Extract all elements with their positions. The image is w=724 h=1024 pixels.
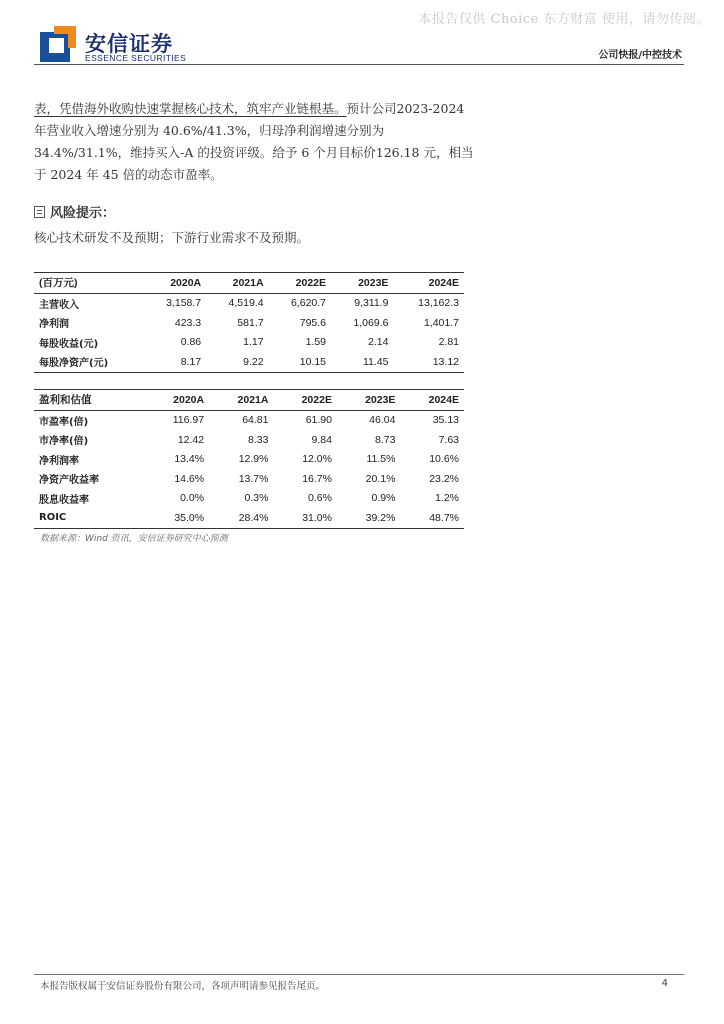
table-cell: 8.73 xyxy=(375,433,396,446)
table-cell: 11.5% xyxy=(366,453,396,466)
table-cell: 0.3% xyxy=(244,492,269,505)
table-cell: 1,069.6 xyxy=(353,316,389,329)
table-cell: 35.0% xyxy=(174,511,205,524)
row-label: 主营收入 xyxy=(39,299,79,311)
table-cell: 7.63 xyxy=(438,433,459,446)
page-number: 4 xyxy=(661,978,668,989)
header-divider xyxy=(34,64,684,65)
table-cell: 10.6% xyxy=(429,453,459,466)
table-header-row xyxy=(34,273,464,294)
table-cell: 11.45 xyxy=(362,355,389,368)
risk-title: 风险提示： xyxy=(50,206,116,221)
table-cell: 16.7% xyxy=(302,472,332,485)
financial-summary-table xyxy=(34,272,464,373)
footer-disclaimer: 本报告版权属于安信证券股份有限公司，各项声明请参见报告尾页。 xyxy=(40,981,326,992)
row-label: 净利润率 xyxy=(39,455,79,467)
table-header-cell: 2023E xyxy=(358,276,389,289)
table-cell: 20.1% xyxy=(365,472,396,485)
risk-heading xyxy=(34,202,115,221)
table-row xyxy=(34,469,464,489)
table-cell: 14.6% xyxy=(174,472,205,485)
table-cell: 0.6% xyxy=(308,492,332,505)
table-header-row xyxy=(34,390,464,411)
table-cell: 581.7 xyxy=(237,316,264,329)
table-cell: 1.59 xyxy=(305,336,327,349)
row-label: 每股净资产(元) xyxy=(39,358,109,370)
table-header-cell: 盈利和估值 xyxy=(39,394,92,407)
table-cell: 9,311.9 xyxy=(354,297,389,310)
table-header-cell: 2020A xyxy=(173,393,205,406)
row-label: ROIC xyxy=(39,512,67,524)
table-cell: 1.2% xyxy=(435,492,459,505)
table-row xyxy=(34,352,464,372)
footer-divider xyxy=(34,974,684,975)
underlined-sentence: 表，凭借海外收购快速掌握核心技术，筑牢产业链根基。 xyxy=(34,101,347,116)
paragraph-rest: 预计公司2023-2024 年营业收入增速分别为 40.6%/41.3%，归母净利润增速分别为 34.4%/31.1%，维持买入-A 的投资评级。给予 6 个月目标价126.18 元，相当于 2024 年 45 倍的动态市盈率。 xyxy=(34,101,474,182)
row-label: 股息收益率 xyxy=(39,494,89,506)
table-cell: 795.6 xyxy=(299,316,327,329)
table-row xyxy=(34,508,464,528)
table-cell: 61.90 xyxy=(305,414,332,427)
table-cell: 6,620.7 xyxy=(290,297,327,310)
logo-name-cn: 安信证券 xyxy=(85,32,173,56)
table-header-cell: 2022E xyxy=(295,276,327,289)
data-source-note: 数据来源：Wind 资讯，安信证券研究中心预测 xyxy=(40,534,228,544)
table-cell: 23.2% xyxy=(429,472,459,485)
table-cell: 12.9% xyxy=(238,453,269,466)
table-row xyxy=(34,313,464,333)
table-cell: 1.17 xyxy=(243,336,264,349)
table-cell: 3,158.7 xyxy=(166,297,202,310)
table-header-cell: 2022E xyxy=(301,393,332,406)
table-cell: 4,519.4 xyxy=(228,297,264,310)
table-header-cell: 2020A xyxy=(170,276,202,289)
row-label: 每股收益(元) xyxy=(39,338,99,350)
table-row xyxy=(34,410,464,430)
table-cell: 423.3 xyxy=(174,316,202,329)
row-label: 市盈率(倍) xyxy=(39,416,89,428)
table-cell: 48.7% xyxy=(429,511,459,524)
table-cell: 0.0% xyxy=(180,492,205,505)
table-row xyxy=(34,489,464,509)
table-header-cell: 2024E xyxy=(428,276,459,289)
logo-name-en: ESSENCE SECURITIES xyxy=(85,53,187,63)
risk-text: 核心技术研发不及预期；下游行业需求不及预期。 xyxy=(34,230,310,245)
table-cell: 1,401.7 xyxy=(423,316,459,329)
table-cell: 28.4% xyxy=(238,511,269,524)
logo-mark-icon xyxy=(40,26,76,62)
table-cell: 8.17 xyxy=(180,355,202,368)
table-cell: 116.97 xyxy=(172,414,205,427)
table-cell: 8.33 xyxy=(248,433,269,446)
report-type: 公司快报/中控技术 xyxy=(598,50,682,61)
table-cell: 9.22 xyxy=(243,355,264,368)
table-header-cell: (百万元) xyxy=(39,277,78,290)
table-cell: 9.84 xyxy=(311,433,332,446)
table-cell: 35.13 xyxy=(432,414,459,427)
table-header-cell: 2021A xyxy=(232,276,264,289)
table-header-cell: 2024E xyxy=(428,393,459,406)
watermark-text: 本报告仅供 Choice 东方财富 使用，请勿传阅。 xyxy=(418,12,710,27)
table-row xyxy=(34,293,464,313)
table-cell: 2.14 xyxy=(368,336,389,349)
table-cell: 13.4% xyxy=(174,453,205,466)
table-cell: 10.15 xyxy=(299,355,327,368)
table-cell: 2.81 xyxy=(438,336,459,349)
table-cell: 31.0% xyxy=(302,511,332,524)
row-label: 净资产收益率 xyxy=(39,475,99,487)
valuation-table xyxy=(34,389,464,529)
row-label: 市净率(倍) xyxy=(39,436,89,448)
table-row xyxy=(34,430,464,450)
table-cell: 0.9% xyxy=(371,492,396,505)
document-icon xyxy=(34,206,45,218)
table-cell: 39.2% xyxy=(365,511,396,524)
table-header-cell: 2021A xyxy=(237,393,269,406)
table-row xyxy=(34,333,464,353)
table-cell: 13,162.3 xyxy=(418,297,459,310)
summary-paragraph xyxy=(34,98,474,186)
table-row xyxy=(34,450,464,470)
table-cell: 0.86 xyxy=(180,336,202,349)
table-cell: 12.0% xyxy=(302,453,332,466)
table-cell: 13.7% xyxy=(238,472,269,485)
row-label: 净利润 xyxy=(39,319,69,331)
table-cell: 13.12 xyxy=(432,355,459,368)
table-cell: 12.42 xyxy=(177,433,205,446)
company-logo xyxy=(40,26,240,68)
table-header-cell: 2023E xyxy=(365,393,396,406)
table-cell: 64.81 xyxy=(242,414,269,427)
table-cell: 46.04 xyxy=(369,414,396,427)
